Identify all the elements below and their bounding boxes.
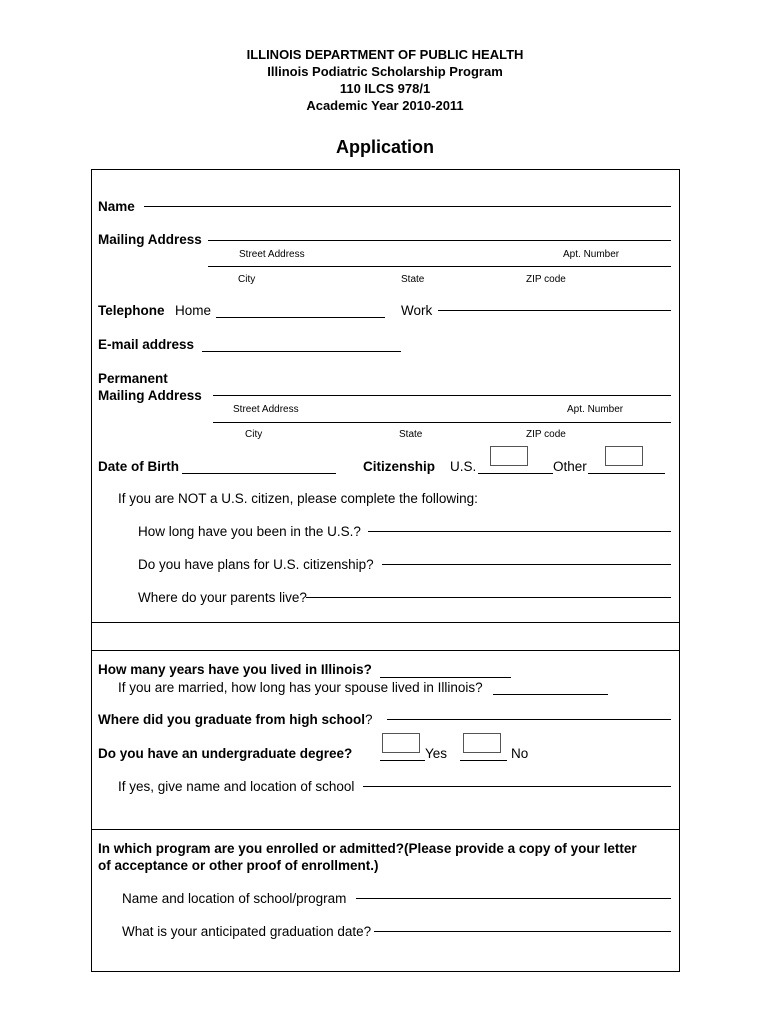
home-phone-field[interactable] (216, 317, 385, 318)
page-title: Application (336, 137, 434, 157)
spouse-field[interactable] (493, 694, 608, 695)
street-address-caption: Street Address (239, 249, 305, 260)
undergrad-yes-line (380, 760, 425, 761)
non-citizen-instructions: If you are NOT a U.S. citizen, please complete the following: (118, 491, 478, 506)
citizenship-plans-field[interactable] (382, 564, 671, 565)
citizenship-plans-label: Do you have plans for U.S. citizenship? (138, 557, 374, 572)
school-program-label: Name and location of school/program (122, 891, 347, 906)
undergrad-school-field[interactable] (363, 786, 671, 787)
state-caption: State (401, 274, 425, 285)
email-field[interactable] (202, 351, 401, 352)
undergrad-no-line (460, 760, 507, 761)
us-citizen-checkbox[interactable] (490, 446, 528, 466)
undergrad-yes-label: Yes (425, 746, 448, 761)
street-address-field[interactable] (208, 240, 671, 241)
program-question-line2: of acceptance or other proof of enrollment.) (98, 858, 379, 873)
other-citizen-label: Other (553, 459, 587, 474)
permanent-state-caption: State (399, 429, 423, 440)
undergrad-label: Do you have an undergraduate degree? (98, 746, 353, 761)
grad-date-field[interactable] (374, 931, 671, 932)
permanent-mailing-label: Mailing Address (98, 388, 202, 403)
name-label: Name (98, 199, 135, 214)
high-school-field[interactable] (387, 719, 671, 720)
years-illinois-label: How many years have you lived in Illinois? (98, 662, 372, 677)
years-illinois-field[interactable] (380, 677, 511, 678)
header-program: Illinois Podiatric Scholarship Program (267, 64, 503, 79)
work-phone-field[interactable] (438, 310, 671, 311)
citizenship-label: Citizenship (363, 459, 436, 474)
name-field[interactable] (144, 206, 671, 207)
header-agency: ILLINOIS DEPARTMENT OF PUBLIC HEALTH (246, 47, 524, 62)
permanent-zip-caption: ZIP code (526, 429, 566, 440)
dob-field[interactable] (182, 473, 336, 474)
undergrad-school-label: If yes, give name and location of school (118, 779, 355, 794)
high-school-label (98, 712, 373, 727)
zip-caption: ZIP code (526, 274, 566, 285)
telephone-label: Telephone (98, 303, 165, 318)
mailing-address-label: Mailing Address (98, 232, 202, 247)
city-caption: City (238, 274, 256, 285)
us-citizen-label: U.S. (450, 459, 477, 474)
permanent-label: Permanent (98, 371, 168, 386)
grad-date-label: What is your anticipated graduation date? (122, 924, 372, 939)
dob-label: Date of Birth (98, 459, 179, 474)
spouse-label: If you are married, how long has your spouse lived in Illinois? (118, 680, 483, 695)
other-citizen-checkbox[interactable] (605, 446, 643, 466)
header-academic-year: Academic Year 2010-2011 (306, 98, 464, 113)
high-school-question: Where did you graduate from high school (98, 712, 366, 727)
high-school-question-mark: ? (365, 712, 373, 727)
email-label: E-mail address (98, 337, 195, 352)
permanent-city-caption: City (245, 429, 263, 440)
apt-number-caption: Apt. Number (563, 249, 620, 260)
undergrad-yes-checkbox[interactable] (382, 733, 420, 753)
program-question-line1: In which program are you enrolled or admitted?(Please provide a copy of your letter (98, 841, 637, 856)
permanent-street-field[interactable] (213, 395, 671, 396)
parents-field[interactable] (306, 597, 671, 598)
permanent-street-caption: Street Address (233, 404, 299, 415)
us-citizen-line (478, 473, 553, 474)
home-label: Home (175, 303, 212, 318)
undergrad-no-checkbox[interactable] (463, 733, 501, 753)
work-label: Work (401, 303, 433, 318)
parents-label: Where do your parents live? (138, 590, 307, 605)
school-program-field[interactable] (356, 898, 671, 899)
undergrad-no-label: No (511, 746, 529, 761)
other-citizen-line (588, 473, 665, 474)
permanent-apt-caption: Apt. Number (567, 404, 624, 415)
section-spacer-box (91, 622, 680, 651)
how-long-field[interactable] (368, 531, 671, 532)
how-long-label: How long have you been in the U.S.? (138, 524, 361, 539)
permanent-city-field[interactable] (213, 422, 671, 423)
header-statute: 110 ILCS 978/1 (339, 81, 431, 96)
city-state-zip-field[interactable] (208, 266, 671, 267)
